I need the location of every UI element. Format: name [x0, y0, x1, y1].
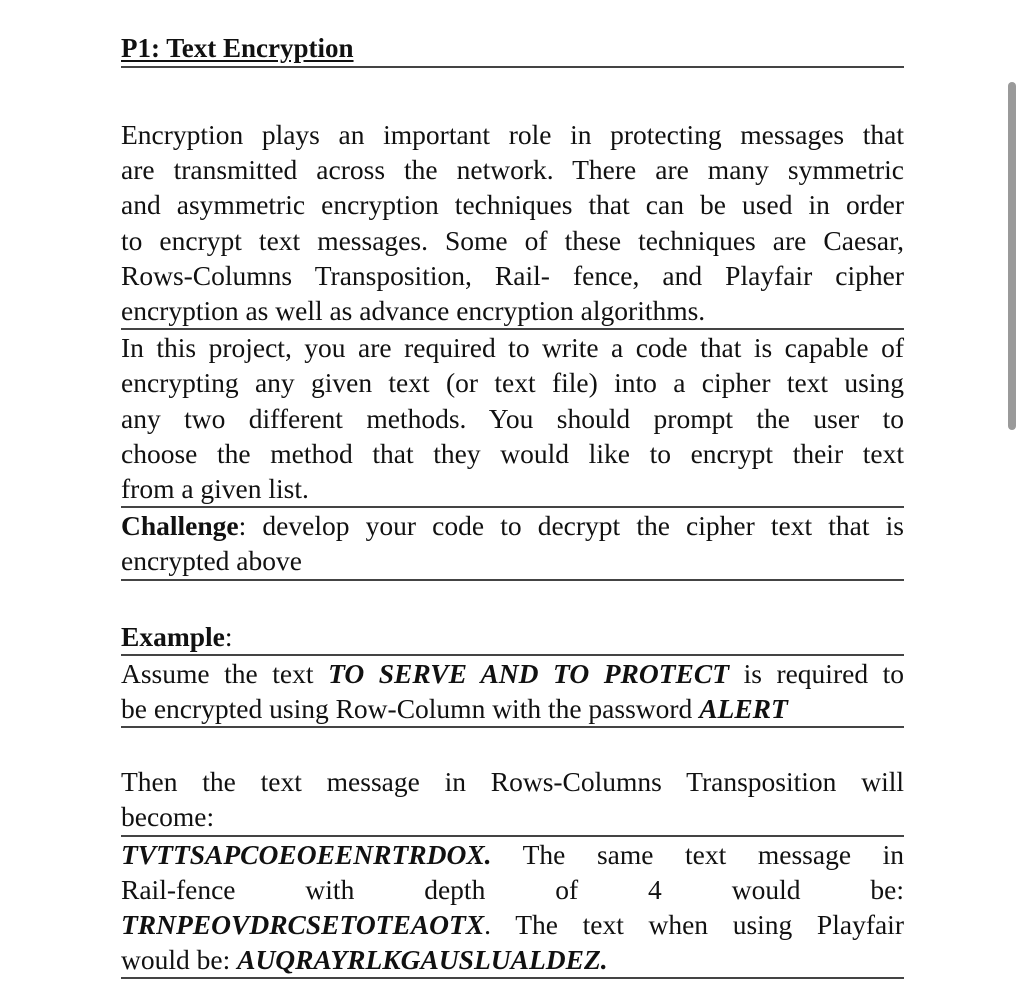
example-label-line — [121, 619, 904, 654]
paragraph-line: encryption as well as advance encryption algorithms. — [121, 295, 706, 327]
example-plaintext: TO SERVE AND TO PROTECT — [328, 657, 730, 689]
paragraph-line: are transmitted across the network. There are many symmetric — [121, 154, 904, 186]
rowcol-cipher: TVTTSAPCOEOEENRTRDOX. — [121, 838, 492, 870]
challenge-paragraph — [121, 508, 904, 580]
then-line: Then the text message in Rows-Columns Transposition will — [121, 766, 904, 798]
example-label: Example — [121, 620, 225, 652]
example-colon: : — [224, 620, 233, 652]
example-text: be encrypted using Row-Column with the password — [121, 693, 700, 725]
example-paragraph — [121, 656, 904, 728]
challenge-label: Challenge — [121, 510, 239, 542]
results-line — [121, 907, 904, 942]
requirements-paragraph — [121, 330, 904, 508]
results-paragraph — [121, 837, 904, 980]
vertical-scrollbar[interactable] — [1008, 82, 1016, 430]
example-password: ALERT — [699, 693, 788, 725]
then-line: become: — [121, 801, 215, 833]
example-line — [121, 656, 904, 691]
paragraph-line: to encrypt text messages. Some of these techniques are Caesar, — [121, 224, 904, 256]
example-line — [121, 691, 904, 726]
document-page — [121, 28, 904, 979]
example-text: Assume the text — [121, 657, 329, 689]
paragraph-line: Encryption plays an important role in protecting messages that — [121, 119, 904, 150]
results-line: Rail-fence with depth of 4 would be: — [121, 873, 904, 905]
playfair-cipher: AUQRAYRLKGAUSLUALDEZ. — [237, 944, 608, 976]
page-title: P1: Text Encryption — [121, 33, 354, 63]
paragraph-line: In this project, you are required to write a code that is capable of — [121, 332, 904, 364]
results-line — [121, 837, 904, 872]
results-line — [121, 942, 904, 977]
then-paragraph — [121, 764, 904, 836]
challenge-text: : develop your code to decrypt the cipher text that is — [238, 510, 904, 542]
results-text: The same text message in — [491, 838, 904, 870]
challenge-line — [121, 508, 904, 543]
paragraph-line: from a given list. — [121, 473, 309, 505]
paragraph-line: choose the method that they would like to encrypt their text — [121, 437, 904, 469]
challenge-line: encrypted above — [121, 545, 302, 577]
intro-paragraph — [121, 117, 904, 330]
paragraph-line: encrypting any given text (or text file) into a cipher text using — [121, 367, 904, 399]
paragraph-line: Rows-Columns Transposition, Rail- fence, and Playfair cipher — [121, 259, 904, 291]
results-text: . The text when using Playfair — [484, 909, 904, 941]
example-text: is required to — [729, 657, 904, 689]
paragraph-line: any two different methods. You should prompt the user to — [121, 402, 904, 434]
example-heading — [121, 619, 904, 656]
title-row — [121, 28, 904, 68]
results-text: would be: — [121, 944, 238, 976]
railfence-cipher: TRNPEOVDRCSETOTEAOTX — [121, 909, 485, 941]
paragraph-line: and asymmetric encryption techniques that can be used in order — [121, 189, 904, 221]
